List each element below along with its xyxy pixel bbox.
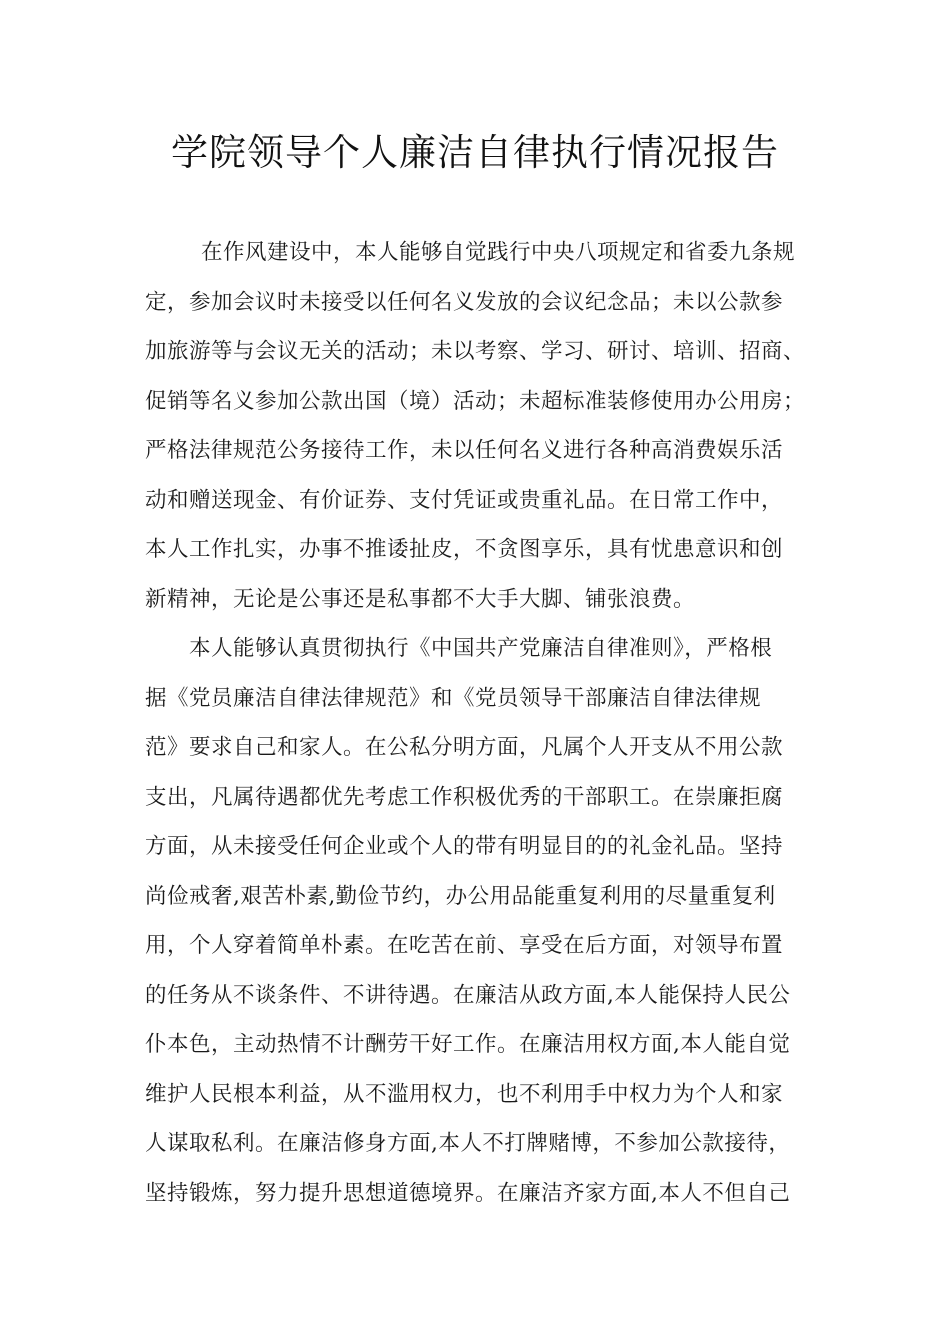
- paragraph-line: 尚俭戒奢,艰苦朴素,勤俭节约，办公用品能重复利用的尽量重复利: [145, 883, 776, 909]
- paragraph-line: 本人工作扎实，办事不推诿扯皮，不贪图享乐，具有忧患意识和创: [145, 537, 784, 562]
- paragraph-line: 人谋取私利。在廉洁修身方面,本人不打牌赌博，不参加公款接待，: [145, 1131, 791, 1156]
- paragraph-line: 据《党员廉洁自律法律规范》和《党员领导干部廉洁自律法律规: [145, 685, 762, 711]
- paragraph-line: 严格法律规范公务接待工作，未以任何名义进行各种高消费娱乐活: [145, 438, 784, 463]
- paragraph-line: 的任务从不谈条件、不讲待遇。在廉洁从政方面,本人能保持人民公: [145, 982, 791, 1008]
- paragraph-1: [145, 228, 813, 624]
- paragraph-line: 加旅游等与会议无关的活动；未以考察、学习、研讨、培训、招商、: [145, 339, 806, 364]
- paragraph-line: 方面，从未接受任何企业或个人的带有明显目的的礼金礼品。坚持: [145, 834, 784, 859]
- paragraph-line: 定，参加会议时未接受以任何名义发放的会议纪念品；未以公款参: [145, 289, 784, 315]
- paragraph-line: 维护人民根本利益，从不滥用权力，也不利用手中权力为个人和家: [145, 1081, 784, 1107]
- paragraph-line: 新精神，无论是公事还是私事都不大手大脚、铺张浪费。: [145, 586, 696, 612]
- paragraph-line: 促销等名义参加公款出国（境）活动；未超标准装修使用办公用房；: [145, 388, 806, 414]
- paragraph-line: 在作风建设中，本人能够自觉践行中央八项规定和省委九条规: [201, 240, 796, 265]
- paragraph-line: 用，个人穿着简单朴素。在吃苦在前、享受在后方面，对领导布置: [145, 933, 784, 958]
- paragraph-line: 支出，凡属待遇都优先考虑工作积极优秀的干部职工。在崇廉拒腐: [145, 784, 784, 810]
- paragraph-line: 动和赠送现金、有价证券、支付凭证或贵重礼品。在日常工作中，: [145, 487, 784, 513]
- paragraph-line: 仆本色，主动热情不计酬劳干好工作。在廉洁用权方面,本人能自觉: [145, 1032, 791, 1057]
- paragraph-2: [145, 624, 813, 1218]
- paragraph-line: 坚持锻炼，努力提升思想道德境界。在廉洁齐家方面,本人不但自己: [145, 1180, 791, 1206]
- paragraph-line: 范》要求自己和家人。在公私分明方面，凡属个人开支从不用公款: [145, 735, 784, 760]
- document-title: 学院领导个人廉洁自律执行情况报告: [171, 131, 779, 174]
- paragraph-line: 本人能够认真贯彻执行《中国共产党廉洁自律准则》，严格根: [189, 636, 773, 661]
